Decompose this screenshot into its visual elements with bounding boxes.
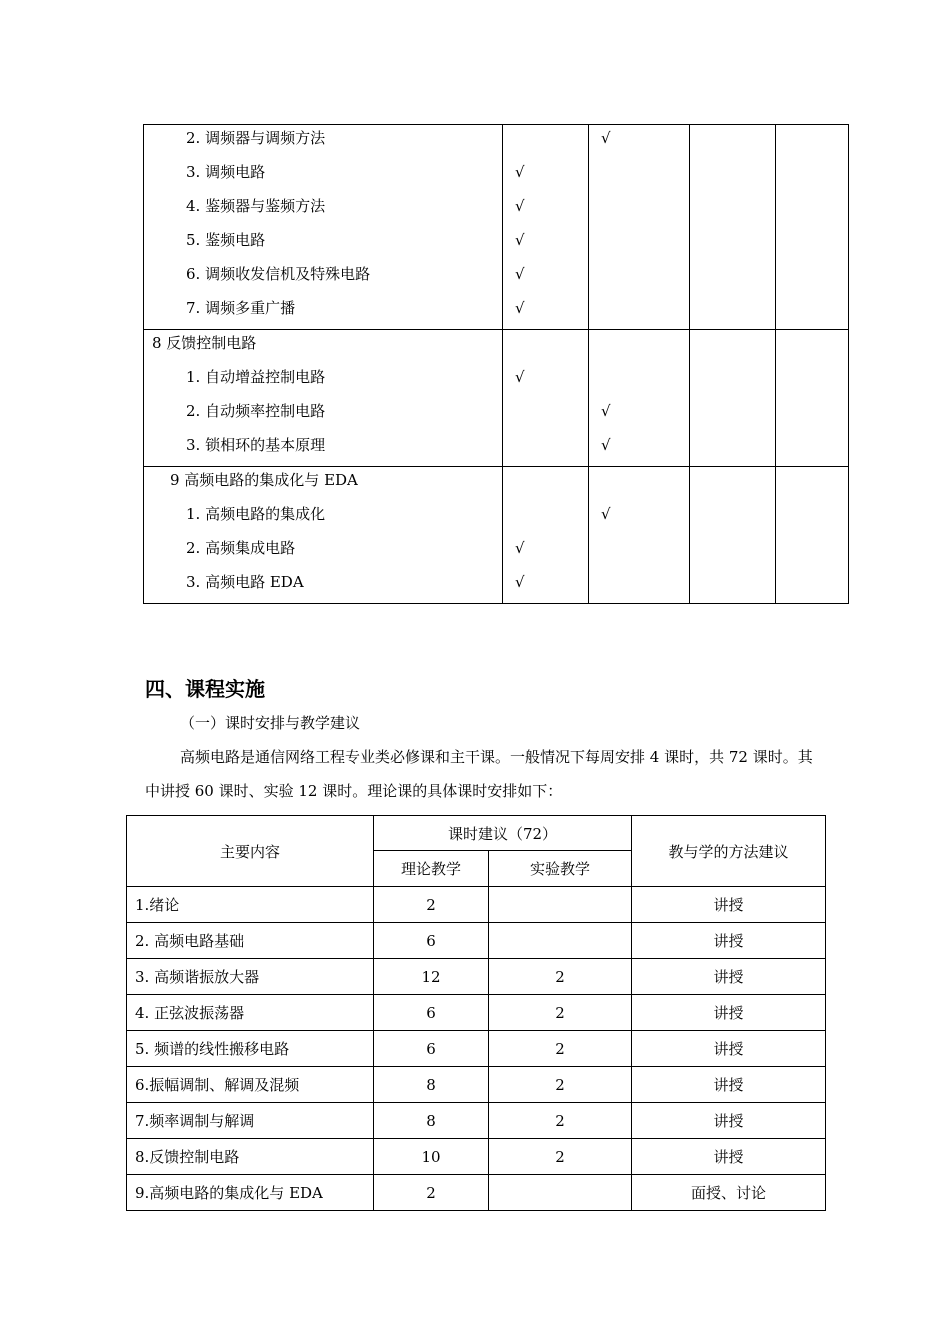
check-column-2 xyxy=(589,125,690,330)
row-topic: 4. 正弦波振荡器 xyxy=(127,995,374,1031)
check-mark: √ xyxy=(515,265,525,283)
check-mark: √ xyxy=(515,163,525,181)
row-theory: 8 xyxy=(374,1103,489,1139)
chapter-heading: 8 反馈控制电路 xyxy=(152,334,257,352)
check-mark xyxy=(589,569,689,603)
spacer xyxy=(589,467,689,501)
chapter-heading: 9 高频电路的集成化与 EDA xyxy=(170,471,358,489)
table-row xyxy=(127,1139,826,1175)
topic-line: 1. 高频电路的集成化 xyxy=(186,505,326,523)
header-hours: 课时建议（72） xyxy=(374,816,632,851)
topic-coverage-table xyxy=(143,124,849,604)
row-method: 讲授 xyxy=(632,1103,826,1139)
intro-paragraph: 高频电路是通信网络工程专业类必修课和主干课。一般情况下每周安排 4 课时，共 72 课时。其中讲授 60 课时、实验 12 课时。理论课的具体课时安排如下： xyxy=(145,748,813,800)
table-header-row xyxy=(127,816,826,851)
check-mark: √ xyxy=(515,539,525,557)
table-row xyxy=(127,887,826,923)
table-row xyxy=(127,1175,826,1211)
row-theory: 6 xyxy=(374,1031,489,1067)
check-mark: √ xyxy=(515,231,525,249)
table-row xyxy=(127,959,826,995)
row-lab: 2 xyxy=(489,1103,632,1139)
check-mark xyxy=(503,398,588,432)
spacer xyxy=(503,467,588,501)
empty-cell xyxy=(690,330,776,467)
topic-cell xyxy=(144,467,503,604)
check-mark: √ xyxy=(515,573,525,591)
row-topic: 1.绪论 xyxy=(127,887,374,923)
check-mark: √ xyxy=(515,299,525,317)
check-mark xyxy=(589,261,689,295)
row-theory: 12 xyxy=(374,959,489,995)
header-method: 教与学的方法建议 xyxy=(632,816,826,887)
topic-cell xyxy=(144,125,503,330)
topic-cell xyxy=(144,330,503,467)
topic-line: 2. 高频集成电路 xyxy=(186,539,296,557)
check-mark xyxy=(503,501,588,535)
check-mark xyxy=(589,535,689,569)
check-column-1 xyxy=(503,125,589,330)
topic-line: 2. 调频器与调频方法 xyxy=(186,129,326,147)
topic-line: 4. 鉴频器与鉴频方法 xyxy=(186,197,326,215)
section-heading: 四、课程实施 xyxy=(145,677,265,701)
empty-cell xyxy=(690,467,776,604)
row-lab xyxy=(489,1175,632,1211)
check-mark: √ xyxy=(601,402,611,420)
row-method: 讲授 xyxy=(632,1031,826,1067)
row-lab: 2 xyxy=(489,1067,632,1103)
table-row xyxy=(127,1067,826,1103)
row-method: 面授、讨论 xyxy=(632,1175,826,1211)
subsection-heading: （一）课时安排与教学建议 xyxy=(180,714,361,732)
topic-line: 7. 调频多重广播 xyxy=(186,299,296,317)
row-lab: 2 xyxy=(489,1031,632,1067)
check-mark xyxy=(589,295,689,329)
table-row xyxy=(144,467,849,604)
check-mark xyxy=(503,125,588,159)
row-theory: 8 xyxy=(374,1067,489,1103)
check-mark: √ xyxy=(601,505,611,523)
header-theory: 理论教学 xyxy=(374,851,489,887)
check-column-2 xyxy=(589,330,690,467)
check-mark xyxy=(589,364,689,398)
table-row xyxy=(127,923,826,959)
check-mark xyxy=(589,227,689,261)
topic-line: 6. 调频收发信机及特殊电路 xyxy=(186,265,371,283)
row-topic: 8.反馈控制电路 xyxy=(127,1139,374,1175)
row-method: 讲授 xyxy=(632,995,826,1031)
topic-line: 2. 自动频率控制电路 xyxy=(186,402,326,420)
table-row xyxy=(127,1031,826,1067)
row-method: 讲授 xyxy=(632,1139,826,1175)
topic-line: 3. 高频电路 EDA xyxy=(186,573,304,591)
check-mark xyxy=(589,159,689,193)
header-main-content: 主要内容 xyxy=(127,816,374,887)
check-mark xyxy=(589,193,689,227)
header-lab: 实验教学 xyxy=(489,851,632,887)
topic-line: 3. 调频电路 xyxy=(186,163,266,181)
check-column-1 xyxy=(503,330,589,467)
topic-line: 1. 自动增益控制电路 xyxy=(186,368,326,386)
row-theory: 2 xyxy=(374,1175,489,1211)
topic-line: 5. 鉴频电路 xyxy=(186,231,266,249)
row-theory: 2 xyxy=(374,887,489,923)
row-theory: 6 xyxy=(374,923,489,959)
table-row xyxy=(144,125,849,330)
row-theory: 6 xyxy=(374,995,489,1031)
row-topic: 6.振幅调制、解调及混频 xyxy=(127,1067,374,1103)
check-mark: √ xyxy=(515,368,525,386)
check-column-1 xyxy=(503,467,589,604)
table-row xyxy=(144,330,849,467)
topic-line: 3. 锁相环的基本原理 xyxy=(186,436,326,454)
row-method: 讲授 xyxy=(632,1067,826,1103)
table-row xyxy=(127,995,826,1031)
row-method: 讲授 xyxy=(632,923,826,959)
row-method: 讲授 xyxy=(632,959,826,995)
row-theory: 10 xyxy=(374,1139,489,1175)
check-column-2 xyxy=(589,467,690,604)
check-mark: √ xyxy=(515,197,525,215)
row-topic: 7.频率调制与解调 xyxy=(127,1103,374,1139)
check-mark: √ xyxy=(601,129,611,147)
row-method: 讲授 xyxy=(632,887,826,923)
check-mark: √ xyxy=(601,436,611,454)
row-topic: 5. 频谱的线性搬移电路 xyxy=(127,1031,374,1067)
spacer xyxy=(503,330,588,364)
check-mark xyxy=(503,432,588,466)
spacer xyxy=(589,330,689,364)
empty-cell xyxy=(690,125,776,330)
row-lab: 2 xyxy=(489,995,632,1031)
row-topic: 9.高频电路的集成化与 EDA xyxy=(127,1175,374,1211)
row-lab xyxy=(489,887,632,923)
empty-cell xyxy=(776,467,849,604)
table-row xyxy=(127,1103,826,1139)
row-lab: 2 xyxy=(489,1139,632,1175)
row-topic: 3. 高频谐振放大器 xyxy=(127,959,374,995)
row-lab xyxy=(489,923,632,959)
empty-cell xyxy=(776,330,849,467)
row-topic: 2. 高频电路基础 xyxy=(127,923,374,959)
empty-cell xyxy=(776,125,849,330)
row-lab: 2 xyxy=(489,959,632,995)
hours-table xyxy=(126,815,826,1211)
